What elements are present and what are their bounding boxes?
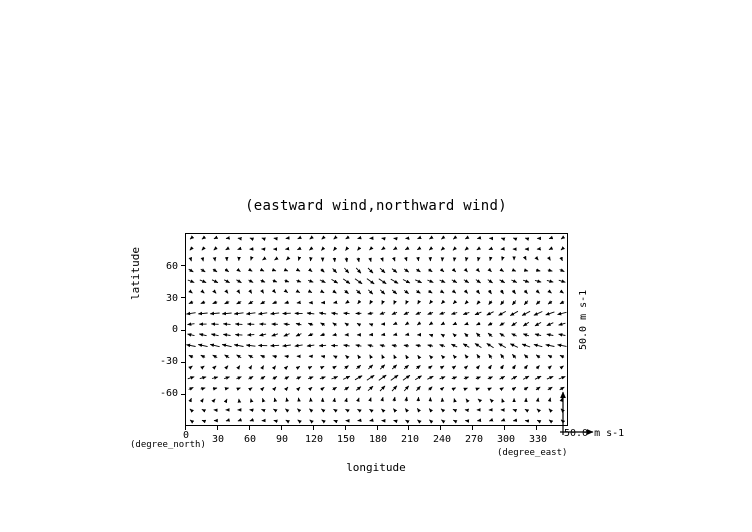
y-tick-mark: [181, 265, 185, 266]
x-tick-label: 60: [243, 434, 257, 445]
x-tick-label: 30: [211, 434, 225, 445]
x-tick-label: 120: [304, 434, 324, 445]
y-tick-label: -60: [159, 388, 178, 399]
x-tick-label: 90: [275, 434, 289, 445]
x-tick-label: 240: [432, 434, 452, 445]
y-tick-label: 30: [165, 293, 178, 304]
reference-vector-vertical-label: 50.0 m s-1: [578, 289, 589, 350]
x-axis-title: longitude: [346, 461, 406, 474]
chart-title: (eastward wind,northward wind): [245, 198, 507, 214]
reference-vector-arrows: [555, 330, 595, 440]
y-tick-label: 60: [165, 261, 178, 272]
x-tick-mark: [472, 426, 473, 430]
x-tick-mark: [249, 426, 250, 430]
x-tick-mark: [185, 426, 186, 430]
x-tick-label: 210: [400, 434, 420, 445]
y-tick-label: -30: [159, 356, 178, 367]
x-tick-label: 300: [496, 434, 516, 445]
x-tick-mark: [217, 426, 218, 430]
x-tick-label: 330: [528, 434, 548, 445]
y-tick-mark: [181, 394, 185, 395]
x-tick-label: 150: [336, 434, 356, 445]
x-tick-label: 180: [368, 434, 388, 445]
x-tick-mark: [345, 426, 346, 430]
y-unit-label: (degree_north): [130, 440, 206, 450]
x-tick-mark: [440, 426, 441, 430]
x-tick-mark: [504, 426, 505, 430]
x-tick-label: 0: [182, 430, 190, 441]
y-tick-mark: [181, 362, 185, 363]
y-tick-label: 0: [171, 324, 178, 335]
reference-vector-horizontal-label: 50.0 m s-1: [564, 428, 625, 439]
x-tick-label: 270: [464, 434, 484, 445]
y-tick-mark: [181, 330, 185, 331]
x-tick-mark: [281, 426, 282, 430]
x-tick-mark: [408, 426, 409, 430]
x-tick-mark: [536, 426, 537, 430]
x-unit-label: (degree_east): [497, 448, 568, 458]
x-tick-mark: [313, 426, 314, 430]
y-tick-mark: [181, 297, 185, 298]
wind-vector-field: [185, 233, 568, 426]
y-axis-title: latitude: [129, 247, 142, 300]
x-tick-mark: [377, 426, 378, 430]
